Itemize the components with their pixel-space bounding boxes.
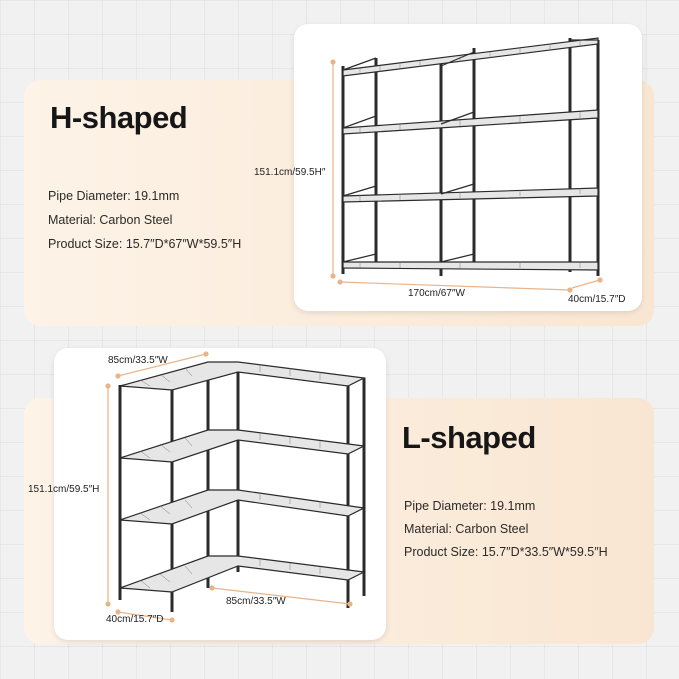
l-material: Material: Carbon Steel	[404, 522, 529, 536]
h-shaped-title: H-shaped	[50, 100, 188, 135]
h-pipe-diameter: Pipe Diameter: 19.1mm	[48, 189, 180, 203]
l-top-width-dimension: 85cm/33.5″W	[108, 355, 168, 366]
h-width-dimension: 170cm/67″W	[408, 288, 465, 299]
h-height-dimension: 151.1cm/59.5H″	[254, 167, 326, 178]
l-pipe-diameter: Pipe Diameter: 19.1mm	[404, 499, 536, 513]
h-material: Material: Carbon Steel	[48, 213, 173, 227]
h-depth-dimension: 40cm/15.7″D	[568, 294, 626, 305]
l-height-dimension: 151.1cm/59.5″H	[28, 484, 100, 495]
h-product-size: Product Size: 15.7″D*67″W*59.5″H	[48, 237, 242, 251]
l-shaped-title: L-shaped	[402, 420, 536, 455]
l-depth-dimension: 40cm/15.7″D	[106, 614, 164, 625]
l-product-size: Product Size: 15.7″D*33.5″W*59.5″H	[404, 545, 608, 559]
l-bottom-width-dimension: 85cm/33.5″W	[226, 596, 286, 607]
